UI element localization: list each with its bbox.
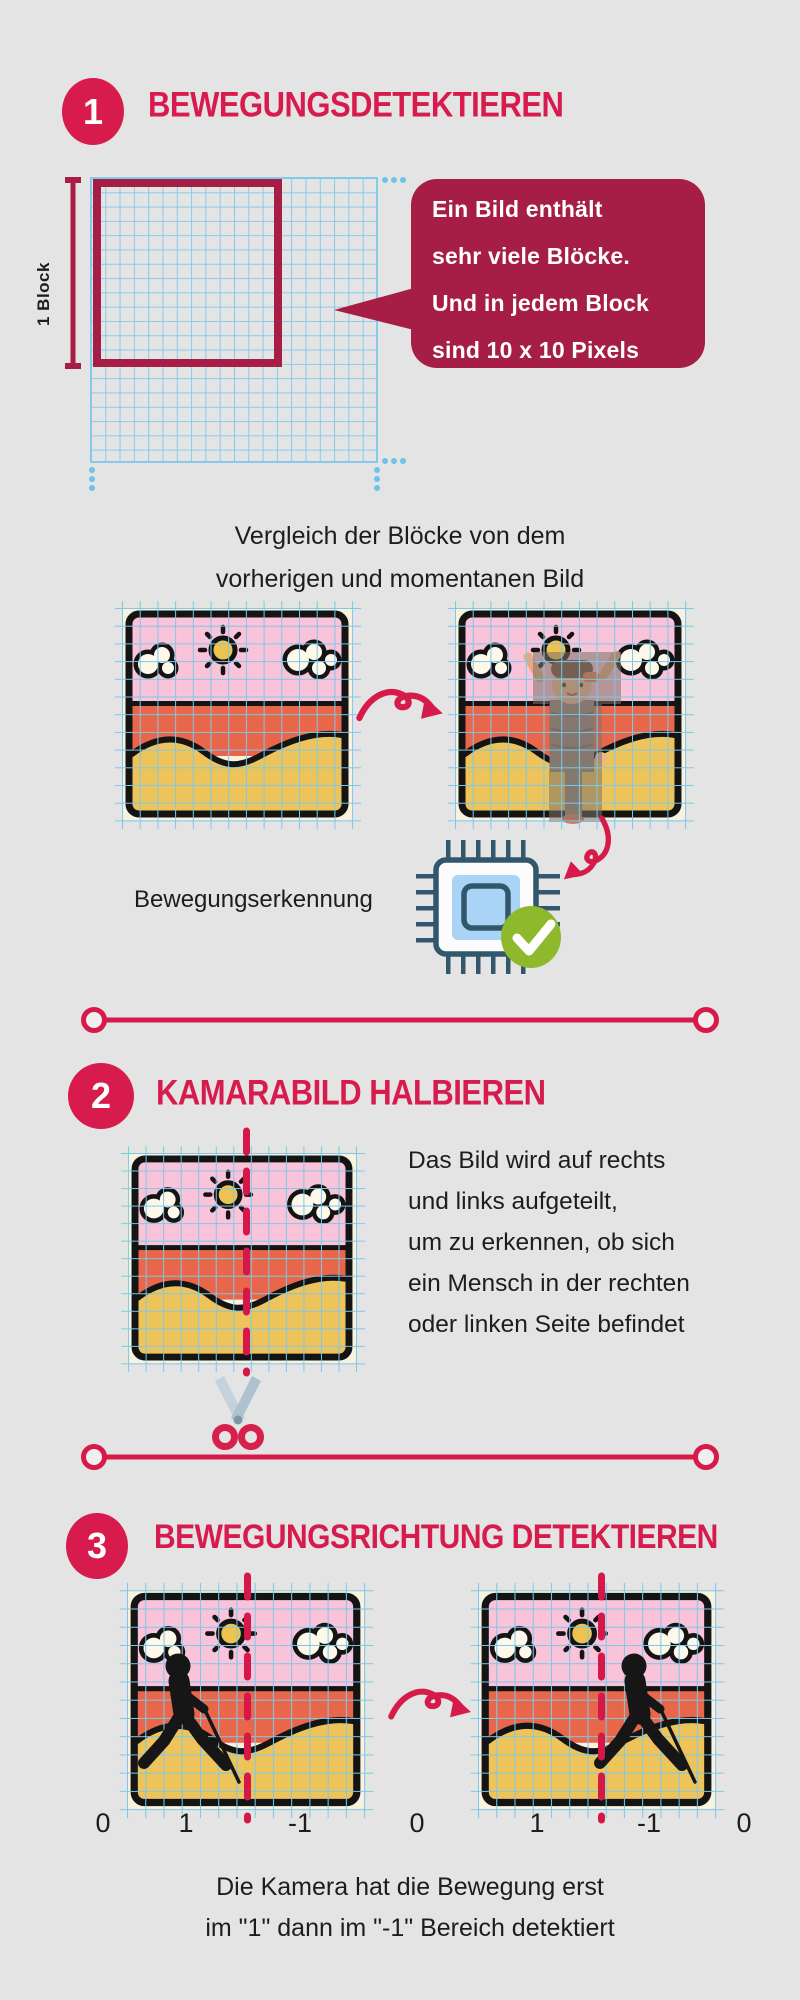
section-divider-1 [80, 1004, 720, 1036]
zone-label: 0 [95, 1808, 111, 1838]
compare-line-1: Vergleich der Blöcke von dem [234, 522, 566, 550]
grid-dots-below-left [86, 465, 98, 497]
caption-line-1: Die Kamera hat die Bewegung erst [216, 1873, 604, 1901]
zone-label: 0 [736, 1808, 752, 1838]
person-walking-with-cane-icon [594, 1652, 706, 1792]
zone-label: 1 [529, 1808, 545, 1838]
curvy-arrow-icon [386, 1680, 476, 1733]
section-1-title: BEWEGUNGSDETEKTIEREN [148, 84, 564, 125]
person-walking-with-cane-icon [138, 1652, 250, 1792]
split-line-dashed-left [244, 1571, 252, 1825]
block-size-label: 1 Block [34, 262, 53, 326]
para-line: ein Mensch in der rechten [408, 1270, 690, 1297]
block-measure-bracket [64, 176, 82, 370]
split-line-dashed [243, 1126, 251, 1378]
zone-label: 1 [178, 1808, 194, 1838]
step-2-badge [68, 1063, 134, 1129]
section-3-title: BEWEGUNGSRICHTUNG DETEKTIEREN [154, 1518, 718, 1557]
grid-dots-bottom-right [380, 455, 410, 467]
step-3-number: 3 [86, 1525, 108, 1566]
step-2-number: 2 [90, 1075, 112, 1116]
bubble-line: Und in jedem Block [432, 290, 650, 316]
processor-chip-icon [408, 826, 568, 981]
speech-bubble-tail [334, 286, 414, 332]
curvy-arrow-icon [354, 679, 448, 734]
previous-frame-image [122, 608, 352, 820]
bubble-line: Ein Bild enthält [432, 196, 603, 222]
grid-dots-below-right [371, 465, 383, 497]
para-line: Das Bild wird auf rechts [408, 1147, 666, 1174]
grid-dots-top-right [380, 174, 410, 186]
section-2-title: KAMARABILD HALBIEREN [156, 1072, 546, 1113]
step-1-badge [62, 78, 124, 145]
camera-frame-image [127, 1153, 357, 1363]
step-1-number: 1 [82, 90, 104, 132]
check-circle-icon [501, 906, 561, 968]
zone-label: -1 [287, 1808, 312, 1838]
para-line: um zu erkennen, ob sich [408, 1229, 675, 1256]
current-frame-image [455, 608, 685, 820]
zone-label: 0 [409, 1808, 425, 1838]
step-3-badge [66, 1513, 128, 1579]
caption-line-2: im "1" dann im "-1" Bereich detektiert [205, 1914, 615, 1942]
para-line: und links aufgeteilt, [408, 1188, 618, 1215]
compare-line-2: vorherigen und momentanen Bild [215, 565, 585, 593]
speech-bubble [411, 179, 705, 368]
section-divider-2 [80, 1441, 720, 1473]
block-highlight-square [93, 179, 282, 367]
bubble-line: sind 10 x 10 Pixels [432, 337, 640, 363]
result-caption [0, 1867, 800, 1949]
motion-detection-label: Bewegungserkennung [134, 886, 373, 913]
scissors-icon [205, 1374, 271, 1450]
split-line-dashed-right [598, 1571, 606, 1825]
bubble-line: sehr viele Blöcke. [432, 243, 630, 269]
compare-caption [0, 515, 800, 601]
section-2-paragraph [408, 1140, 690, 1345]
zone-label: -1 [636, 1808, 661, 1838]
para-line: oder linken Seite befindet [408, 1311, 685, 1338]
